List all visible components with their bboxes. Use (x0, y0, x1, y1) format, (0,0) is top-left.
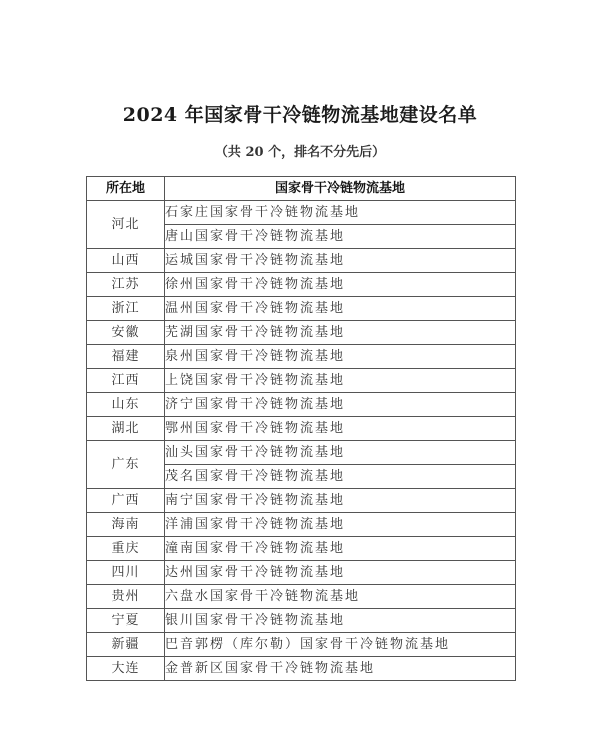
base-name-cell: 汕头国家骨干冷链物流基地 (165, 441, 516, 465)
page-title: 2024 年国家骨干冷链物流基地建设名单 (122, 104, 478, 126)
base-name-cell: 金普新区国家骨干冷链物流基地 (165, 657, 516, 681)
table-row (87, 585, 516, 609)
table-row (87, 609, 516, 633)
province-cell: 江苏 (87, 273, 165, 297)
table-row (87, 657, 516, 681)
base-list-table (86, 176, 516, 681)
base-name-cell: 济宁国家骨干冷链物流基地 (165, 393, 516, 417)
base-name-cell: 泉州国家骨干冷链物流基地 (165, 345, 516, 369)
base-name-cell: 潼南国家骨干冷链物流基地 (165, 537, 516, 561)
table-row (87, 537, 516, 561)
table-row (87, 441, 516, 465)
header-base: 国家骨干冷链物流基地 (165, 177, 516, 201)
base-name-cell: 上饶国家骨干冷链物流基地 (165, 369, 516, 393)
base-name-cell: 唐山国家骨干冷链物流基地 (165, 225, 516, 249)
page-subtitle: （共 20 个，排名不分先后） (214, 145, 386, 160)
province-cell: 宁夏 (87, 609, 165, 633)
base-name-cell: 鄂州国家骨干冷链物流基地 (165, 417, 516, 441)
province-cell: 安徽 (87, 321, 165, 345)
province-cell: 新疆 (87, 633, 165, 657)
header-province: 所在地 (87, 177, 165, 201)
base-name-cell: 达州国家骨干冷链物流基地 (165, 561, 516, 585)
table-row (87, 489, 516, 513)
province-cell: 河北 (87, 201, 165, 249)
table-row (87, 417, 516, 441)
province-cell: 福建 (87, 345, 165, 369)
base-name-cell: 温州国家骨干冷链物流基地 (165, 297, 516, 321)
province-cell: 海南 (87, 513, 165, 537)
province-cell: 重庆 (87, 537, 165, 561)
base-name-cell: 石家庄国家骨干冷链物流基地 (165, 201, 516, 225)
base-name-cell: 徐州国家骨干冷链物流基地 (165, 273, 516, 297)
province-cell: 山东 (87, 393, 165, 417)
base-name-cell: 茂名国家骨干冷链物流基地 (165, 465, 516, 489)
base-name-cell: 洋浦国家骨干冷链物流基地 (165, 513, 516, 537)
base-name-cell: 六盘水国家骨干冷链物流基地 (165, 585, 516, 609)
province-cell: 四川 (87, 561, 165, 585)
province-cell: 大连 (87, 657, 165, 681)
table-row (87, 513, 516, 537)
table-row (87, 345, 516, 369)
province-cell: 贵州 (87, 585, 165, 609)
table-row (87, 249, 516, 273)
table-row (87, 393, 516, 417)
table-row (87, 633, 516, 657)
province-cell: 浙江 (87, 297, 165, 321)
province-cell: 湖北 (87, 417, 165, 441)
base-name-cell: 运城国家骨干冷链物流基地 (165, 249, 516, 273)
table-row (87, 297, 516, 321)
province-cell: 广东 (87, 441, 165, 489)
table-body (87, 201, 516, 681)
province-cell: 江西 (87, 369, 165, 393)
province-cell: 广西 (87, 489, 165, 513)
table-row (87, 561, 516, 585)
table-row (87, 369, 516, 393)
table-row (87, 273, 516, 297)
base-name-cell: 银川国家骨干冷链物流基地 (165, 609, 516, 633)
table-row (87, 201, 516, 225)
province-cell: 山西 (87, 249, 165, 273)
base-name-cell: 巴音郭楞（库尔勒）国家骨干冷链物流基地 (165, 633, 516, 657)
base-name-cell: 芜湖国家骨干冷链物流基地 (165, 321, 516, 345)
table-row (87, 321, 516, 345)
table-header-row (87, 177, 516, 201)
base-name-cell: 南宁国家骨干冷链物流基地 (165, 489, 516, 513)
